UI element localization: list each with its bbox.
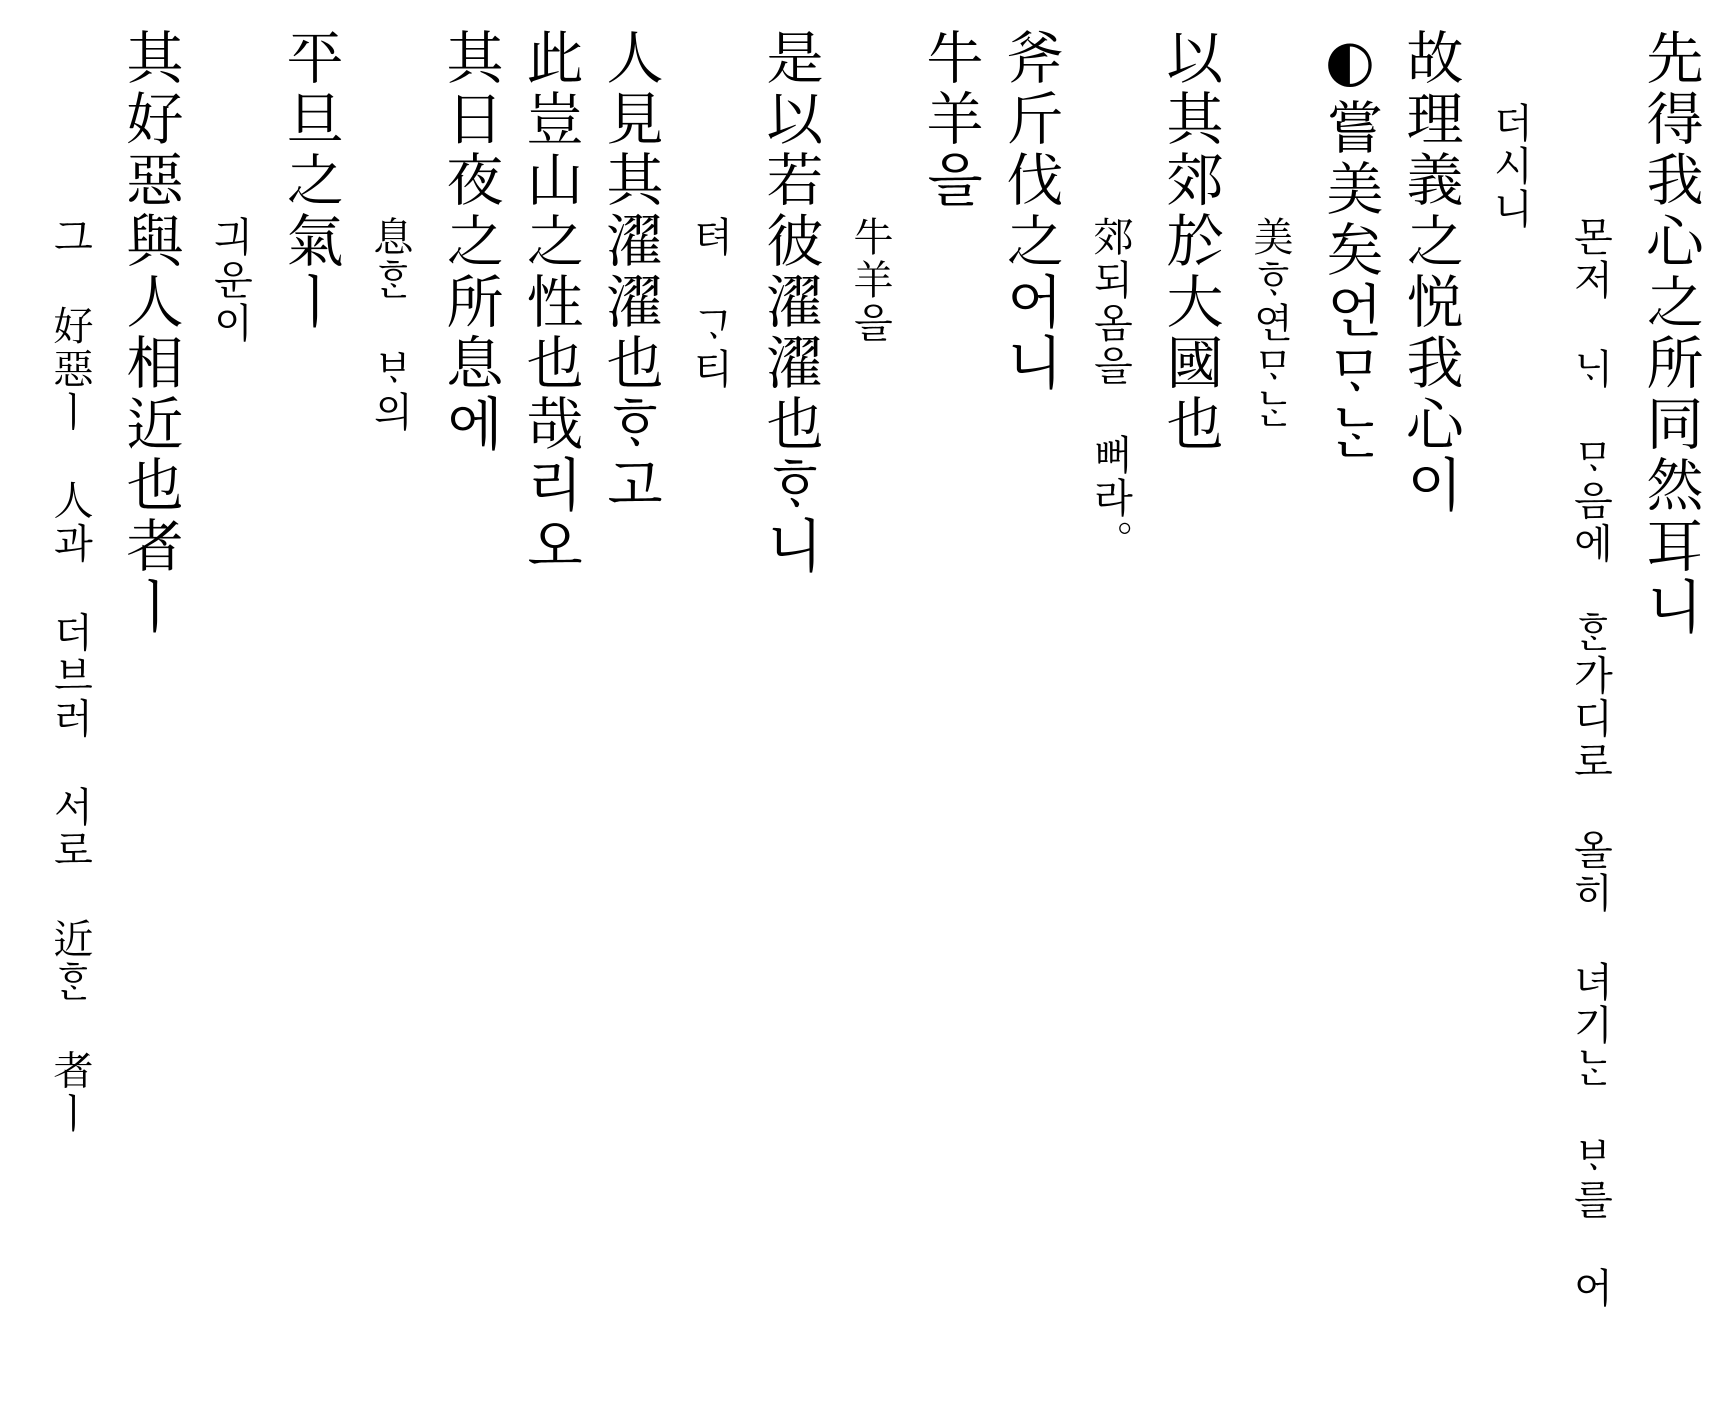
original-column-10: 牛羊을 [917,28,983,211]
original-column-9: 斧斤伐之어니 [997,28,1063,394]
section-marker-icon: ◐ [1317,28,1383,98]
original-column-20: 其好惡與人相近也者ㅣ [117,28,183,638]
gloss-column-11: 牛羊을 [847,216,893,345]
gloss-column-19: 긔운이 [207,216,253,345]
original-column-15: 此豈山之性也哉리오 [517,28,583,577]
gloss-column-2: 몬저 ᄂᆡ ᄆᆞ음에 ᄒᆞᆫ가디로 올히 녀기ᄂᆞᆫ ᄇᆞ를 어 [1567,216,1613,1311]
original-column-5-text: 嘗美矣언ᄆᆞᄂᆞᆫ [1317,98,1383,464]
original-column-16: 其日夜之所息에 [437,28,503,455]
original-column-4: 故理義之悦我心이 [1397,28,1463,516]
gloss-column-6: 美ᄒᆞ연ᄆᆞᄂᆞᆫ [1247,216,1293,431]
original-column-7: 以其郊於大國也 [1157,28,1223,455]
gloss-column-21: 그 好惡ㅣ 人과 더브러 서로 近ᄒᆞᆫ 者ㅣ [47,216,93,1136]
original-column-18: 平旦之氣ㅣ [277,28,343,333]
original-column-1: 先得我心之所同然耳니 [1637,28,1703,638]
original-column-14: 人見其濯濯也ᄒᆞ고 [597,28,663,516]
gloss-column-13: 텨 ᄀᆞ티 [687,216,733,391]
gloss-column-3-wrap: 더시니 [1487,102,1533,231]
original-column-5 [1310,28,1390,1381]
gloss-column-17: 息ᄒᆞᆫ ᄇᆞ의 [367,216,413,434]
original-column-12: 是以若彼濯濯也ᄒᆞ니 [757,28,823,577]
gloss-column-8: 郊되옴을 뻐라。 [1087,216,1133,563]
